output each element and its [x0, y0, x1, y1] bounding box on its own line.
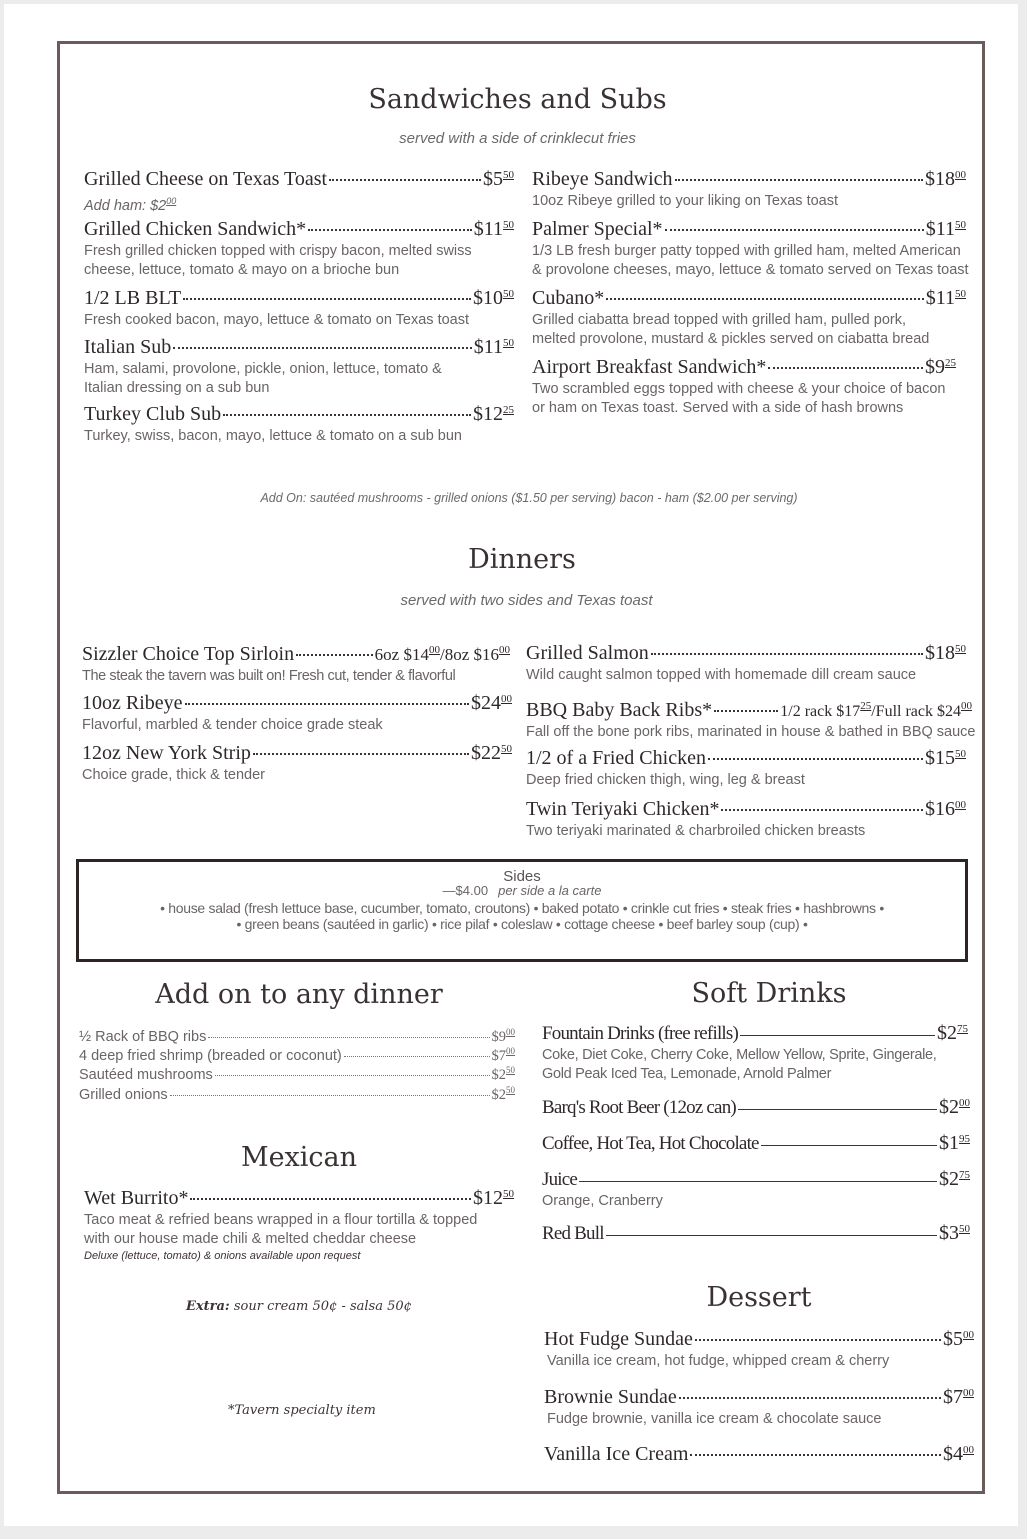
- dessert-item-vanilla: [544, 1443, 974, 1466]
- menu-item-baby-back-ribs: [526, 699, 976, 742]
- dot-leader: [695, 1339, 941, 1341]
- sides-box: [76, 859, 968, 962]
- item-price: $\$18^{00}$: [925, 168, 966, 190]
- item-price: $\$11^{50}$: [473, 218, 514, 240]
- menu-item-grilled-chicken: [84, 218, 514, 280]
- dot-leader: [223, 414, 471, 416]
- dot-leader: [708, 758, 923, 760]
- item-desc: Fall off the bone pork ribs, marinated in house & bathed in BBQ sauce: [526, 724, 976, 740]
- extras-label: Extra:: [186, 1299, 230, 1314]
- dot-leader: [675, 179, 923, 181]
- dot-leader: [296, 654, 373, 656]
- addon-item: [79, 1027, 515, 1046]
- item-name: Italian Sub: [84, 336, 172, 358]
- menu-item-ribeye-sandwich: [532, 168, 966, 211]
- item-price: $\$5^{00}$: [943, 1328, 974, 1350]
- item-price: 1/2 rack $\$17^{25}$/Full rack $\$24^{00}$: [780, 700, 972, 720]
- item-price: $\$4^{00}$: [943, 1443, 974, 1465]
- mexican-extras: [186, 1299, 412, 1314]
- drink-desc: Coke, Diet Coke, Cherry Coke, Mellow Yellow, Sprite, Gingerale, Gold Peak Iced Tea, Lemonade, Arnold Palmer: [542, 1047, 937, 1082]
- mexican-title: Mexican: [240, 1142, 358, 1173]
- addon-name: ½ Rack of BBQ ribs: [79, 1028, 207, 1045]
- drink-name: Coffee, Hot Tea, Hot Chocolate: [542, 1133, 759, 1154]
- addon-price: $\$2^{50}$: [491, 1085, 515, 1103]
- addon-name: 4 deep fried shrimp (breaded or coconut): [79, 1047, 342, 1064]
- item-desc: Deep fried chicken thigh, wing, leg & breast: [526, 772, 805, 788]
- item-price: $\$10^{50}$: [473, 287, 514, 309]
- item-name: Sizzler Choice Top Sirloin: [82, 643, 295, 665]
- dot-leader: [768, 367, 923, 369]
- dot-leader: [185, 703, 469, 705]
- item-price: $\$24^{00}$: [471, 692, 512, 714]
- drink-name: Barq's Root Beer (12oz can): [542, 1097, 736, 1118]
- dot-leader: [170, 1095, 490, 1096]
- addon-price: $\$9^{00}$: [491, 1027, 515, 1045]
- sides-price: [79, 883, 965, 898]
- drink-name: Fountain Drinks (free refills): [542, 1023, 739, 1044]
- drink-price: $\$2^{00}$: [939, 1096, 970, 1118]
- menu-item-cubano: [532, 287, 966, 349]
- item-desc: Two scrambled eggs topped with cheese & your choice of bacon or ham on Texas toast. Served with a side of hash browns: [532, 381, 946, 416]
- menu-item-ribeye: [82, 692, 512, 735]
- drink-name: Juice: [542, 1169, 578, 1190]
- item-name: Grilled Salmon: [526, 642, 649, 664]
- dot-leader: [651, 653, 923, 655]
- item-name: Grilled Cheese on Texas Toast: [84, 168, 328, 190]
- addon-price: $\$7^{00}$: [491, 1046, 515, 1064]
- item-price: $\$11^{50}$: [473, 336, 514, 358]
- item-price: $\$5^{50}$: [483, 168, 514, 190]
- menu-item-airport-breakfast: [532, 356, 956, 418]
- item-price: $\$9^{25}$: [925, 356, 956, 378]
- dessert-title: Dessert: [706, 1282, 812, 1313]
- item-name: Hot Fudge Sundae: [544, 1328, 693, 1350]
- sides-list-line2: • green beans (sautéed in garlic) • rice pilaf • coleslaw • cottage cheese • beef barley soup (cup) •: [236, 916, 808, 932]
- addon-item: [79, 1065, 515, 1084]
- dot-leader: [579, 1181, 937, 1182]
- item-name: 1/2 of a Fried Chicken: [526, 747, 706, 769]
- item-name: Palmer Special*: [532, 218, 663, 240]
- item-price: $\$22^{50}$: [471, 742, 512, 764]
- item-name: 12oz New York Strip: [82, 742, 251, 764]
- dot-leader: [208, 1037, 489, 1038]
- specialty-note: *Tavern specialty item: [228, 1403, 376, 1418]
- item-name: Turkey Club Sub: [84, 403, 222, 425]
- item-name: Twin Teriyaki Chicken*: [526, 798, 720, 820]
- dot-leader: [215, 1075, 490, 1076]
- menu-sheet: [4, 4, 1018, 1526]
- dot-leader: [329, 179, 481, 181]
- item-desc: Grilled ciabatta bread topped with grilled ham, pulled pork, melted provolone, mustard & pickles served on ciabatta bread: [532, 312, 930, 347]
- dinners-subtitle: served with two sides and Texas toast: [400, 592, 653, 609]
- sandwiches-subtitle: served with a side of crinklecut fries: [399, 130, 636, 147]
- menu-item-grilled-salmon: [526, 642, 966, 685]
- item-price: $\$11^{50}$: [925, 287, 966, 309]
- dot-leader: [665, 229, 924, 231]
- drink-price: $\$2^{75}$: [937, 1022, 968, 1044]
- item-desc: Choice grade, thick & tender: [82, 767, 265, 783]
- drink-item-red-bull: [542, 1222, 970, 1245]
- item-desc: Turkey, swiss, bacon, mayo, lettuce & tomato on a sub bun: [84, 428, 462, 444]
- item-note: Deluxe (lettuce, tomato) & onions available upon request: [84, 1250, 361, 1262]
- item-name: Cubano*: [532, 287, 605, 309]
- menu-item-palmer-special: [532, 218, 969, 280]
- item-price: $\$15^{50}$: [925, 747, 966, 769]
- sandwich-addon-note: Add On: sautéed mushrooms - grilled onions ($1.50 per serving) bacon - ham ($2.00 per serving): [260, 491, 798, 505]
- item-name: Brownie Sundae: [544, 1386, 677, 1408]
- item-desc: The steak the tavern was built on! Fresh cut, tender & flavorful: [82, 668, 456, 684]
- menu-item-ny-strip: [82, 742, 512, 785]
- item-name: Grilled Chicken Sandwich*: [84, 218, 307, 240]
- item-desc: Flavorful, marbled & tender choice grade steak: [82, 717, 383, 733]
- item-name: Vanilla Ice Cream: [544, 1443, 689, 1465]
- sides-price-value: —$4.00: [442, 883, 489, 898]
- item-price: $\$18^{50}$: [925, 642, 966, 664]
- addon-name: Grilled onions: [79, 1086, 168, 1103]
- item-name: 1/2 LB BLT: [84, 287, 182, 309]
- menu-item-italian-sub: [84, 336, 514, 398]
- item-name: Wet Burrito*: [84, 1187, 189, 1209]
- item-price: $\$12^{25}$: [473, 403, 514, 425]
- menu-item-fried-chicken: [526, 747, 966, 790]
- dot-leader: [606, 298, 924, 300]
- dinners-title: Dinners: [468, 544, 576, 575]
- dot-leader: [721, 809, 923, 811]
- dessert-item-hot-fudge: [544, 1328, 974, 1371]
- item-desc: Wild caught salmon topped with homemade dill cream sauce: [526, 667, 917, 683]
- item-desc: 10oz Ribeye grilled to your liking on Texas toast: [532, 193, 839, 209]
- drink-name: Red Bull: [542, 1223, 604, 1244]
- item-price: $\$12^{50}$: [473, 1187, 514, 1209]
- menu-item-top-sirloin: [82, 643, 510, 686]
- item-desc: Taco meat & refried beans wrapped in a flour tortilla & topped with our house made chili & melted cheddar cheese: [84, 1212, 478, 1247]
- item-desc: Ham, salami, provolone, pickle, onion, lettuce, tomato & Italian dressing on a sub bun: [84, 361, 442, 396]
- dot-leader: [761, 1145, 937, 1146]
- menu-item-grilled-cheese: [84, 168, 514, 216]
- item-price: $\$7^{00}$: [943, 1386, 974, 1408]
- addon-item: [79, 1046, 515, 1065]
- dot-leader: [679, 1397, 941, 1399]
- item-desc: Two teriyaki marinated & charbroiled chicken breasts: [526, 823, 866, 839]
- menu-item-teriyaki-chicken: [526, 798, 966, 841]
- drink-item-fountain: [542, 1022, 968, 1084]
- extras-text: sour cream 50¢ - salsa 50¢: [229, 1299, 412, 1314]
- drink-item-root-beer: [542, 1096, 970, 1119]
- addon-item: [79, 1085, 515, 1104]
- dot-leader: [253, 753, 469, 755]
- item-desc: Vanilla ice cream, hot fudge, whipped cream & cherry: [547, 1353, 890, 1369]
- addon-dinner-title: Add on to any dinner: [155, 979, 443, 1010]
- item-name: Airport Breakfast Sandwich*: [532, 356, 767, 378]
- item-desc: Add ham: $\$2^{00}$: [84, 196, 177, 214]
- soft-drinks-title: Soft Drinks: [691, 978, 847, 1009]
- dessert-item-brownie: [544, 1386, 974, 1429]
- item-price: $\$11^{50}$: [925, 218, 966, 240]
- dot-leader: [738, 1109, 937, 1110]
- drink-price: $\$1^{95}$: [939, 1132, 970, 1154]
- item-price: $\$16^{00}$: [925, 798, 966, 820]
- sandwiches-title: Sandwiches and Subs: [368, 84, 667, 115]
- dot-leader: [606, 1235, 937, 1236]
- menu-item-turkey-club: [84, 403, 514, 446]
- item-name: 10oz Ribeye: [82, 692, 183, 714]
- dot-leader: [173, 347, 472, 349]
- dot-leader: [308, 229, 472, 231]
- dot-leader: [690, 1454, 941, 1456]
- sides-price-note: per side a la carte: [498, 883, 602, 898]
- dot-leader: [344, 1056, 490, 1057]
- item-price: 6oz $\$14^{00}/8oz$ $\$16^{00}$: [374, 644, 510, 664]
- drink-desc: Orange, Cranberry: [542, 1193, 663, 1209]
- drink-price: $\$3^{50}$: [939, 1222, 970, 1244]
- sides-title: Sides: [503, 868, 541, 885]
- menu-item-blt: [84, 287, 514, 330]
- dot-leader: [190, 1198, 471, 1200]
- dot-leader: [740, 1035, 935, 1036]
- drink-price: $\$2^{75}$: [939, 1168, 970, 1190]
- item-desc: 1/3 LB fresh burger patty topped with grilled ham, melted American & provolone cheeses, mayo, lettuce & tomato served on Texas toast: [532, 243, 969, 278]
- item-desc: Fresh cooked bacon, mayo, lettuce & tomato on Texas toast: [84, 312, 470, 328]
- sides-list-line1: • house salad (fresh lettuce base, cucumber, tomato, croutons) • baked potato • crinkle cut fries • steak fries • hashbrowns •: [160, 900, 884, 916]
- item-desc: Fresh grilled chicken topped with crispy bacon, melted swiss cheese, lettuce, tomato & mayo on a brioche bun: [84, 243, 472, 278]
- addon-name: Sautéed mushrooms: [79, 1066, 213, 1083]
- addon-price: $\$2^{50}$: [491, 1065, 515, 1083]
- menu-item-wet-burrito: [84, 1187, 514, 1262]
- item-name: BBQ Baby Back Ribs*: [526, 699, 713, 721]
- drink-item-juice: [542, 1168, 970, 1211]
- item-name: Ribeye Sandwich: [532, 168, 673, 190]
- item-desc: Fudge brownie, vanilla ice cream & chocolate sauce: [547, 1411, 882, 1427]
- dot-leader: [714, 710, 778, 712]
- dot-leader: [183, 298, 471, 300]
- drink-item-coffee: [542, 1132, 970, 1155]
